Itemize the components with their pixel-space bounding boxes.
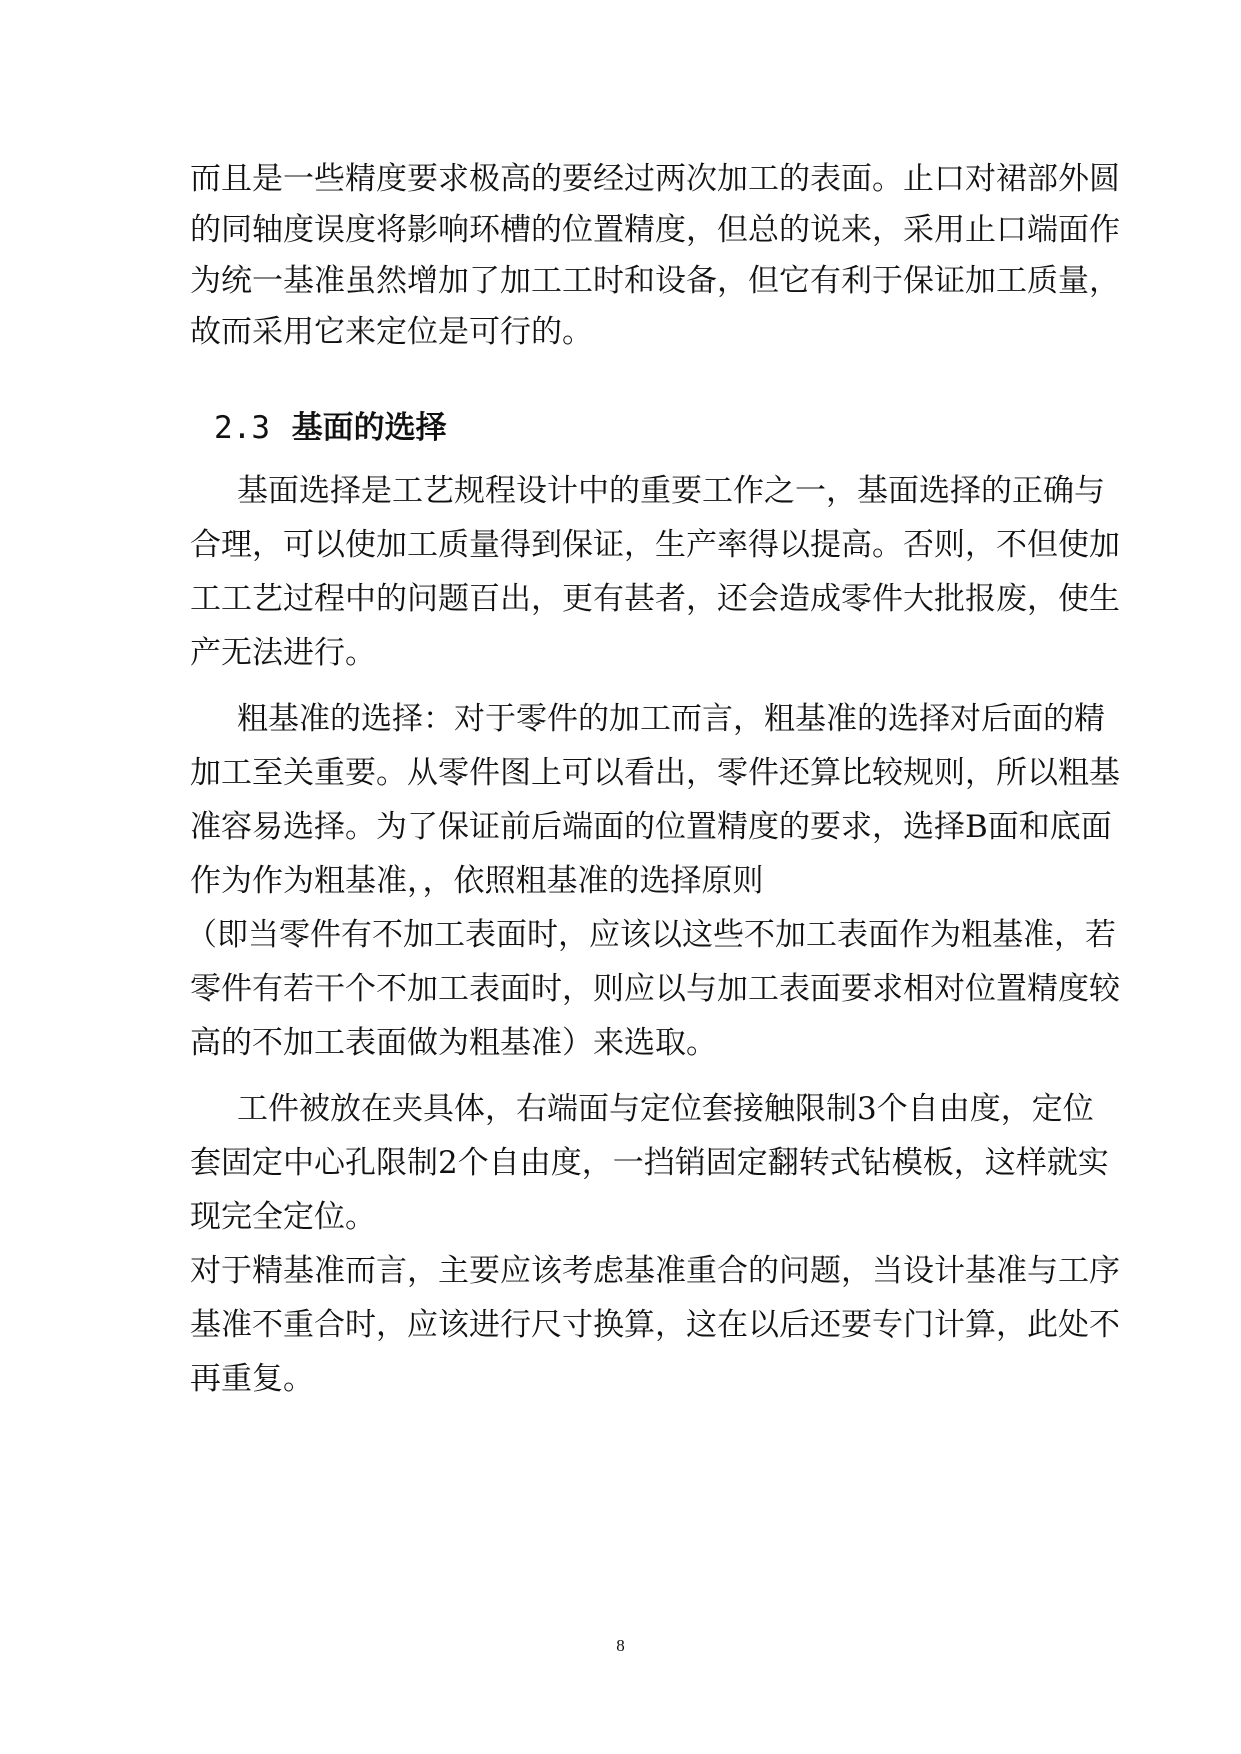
text-line: 套固定中心孔限制2个自由度，一挡销固定翻转式钻模板，这样就实 — [190, 1145, 1109, 1181]
text-line: 高的不加工表面做为粗基准）来选取。 — [190, 1025, 717, 1061]
paragraph-1 — [190, 464, 1120, 680]
text-line: （即当零件有不加工表面时，应该以这些不加工表面作为粗基准，若 — [186, 917, 1116, 953]
text-line: 加工至关重要。从零件图上可以看出，零件还算比较规则，所以粗基 — [190, 755, 1120, 791]
text-line: 准容易选择。为了保证前后端面的位置精度的要求，选择B面和底面 — [190, 809, 1112, 845]
paragraph-3 — [190, 1082, 1109, 1244]
text-line: 故而采用它来定位是可行的。 — [190, 314, 593, 350]
text-line: 现完全定位。 — [190, 1199, 376, 1235]
section-number: 2.3 — [214, 410, 270, 446]
text-line: 粗基准的选择：对于零件的加工而言，粗基准的选择对后面的精 — [237, 701, 1105, 737]
text-line: 作为作为粗基准，，依照粗基准的选择原则 — [190, 863, 764, 899]
text-line: 基准不重合时，应该进行尺寸换算，这在以后还要专门计算，此处不 — [190, 1307, 1120, 1343]
section-title: 基面的选择 — [291, 410, 447, 446]
text-line: 的同轴度误度将影响环槽的位置精度，但总的说来，采用止口端面作 — [190, 212, 1120, 248]
paragraph-intro — [190, 154, 1120, 358]
text-line: 产无法进行。 — [190, 635, 376, 671]
text-line: 基面选择是工艺规程设计中的重要工作之一，基面选择的正确与 — [237, 473, 1105, 509]
text-line: 工工艺过程中的问题百出，更有甚者，还会造成零件大批报废，使生 — [190, 581, 1120, 617]
section-heading — [190, 398, 1056, 458]
page-content — [186, 154, 1120, 1406]
page-number: 8 — [616, 1636, 625, 1655]
text-line: 对于精基准而言，主要应该考虑基准重合的问题，当设计基准与工序 — [190, 1253, 1120, 1289]
text-line: 再重复。 — [190, 1361, 314, 1397]
text-line: 工件被放在夹具体，右端面与定位套接触限制3个自由度，定位 — [237, 1091, 1094, 1127]
text-line: 而且是一些精度要求极高的要经过两次加工的表面。止口对裙部外圆 — [190, 161, 1120, 197]
paragraph-2 — [186, 692, 1120, 1070]
text-line: 零件有若干个不加工表面时，则应以与加工表面要求相对位置精度较 — [190, 971, 1120, 1007]
text-line: 为统一基准虽然增加了加工工时和设备，但它有利于保证加工质量， — [190, 263, 1120, 299]
text-line: 合理，可以使加工质量得到保证，生产率得以提高。否则，不但使加 — [190, 527, 1120, 563]
paragraph-4 — [190, 1244, 1120, 1406]
